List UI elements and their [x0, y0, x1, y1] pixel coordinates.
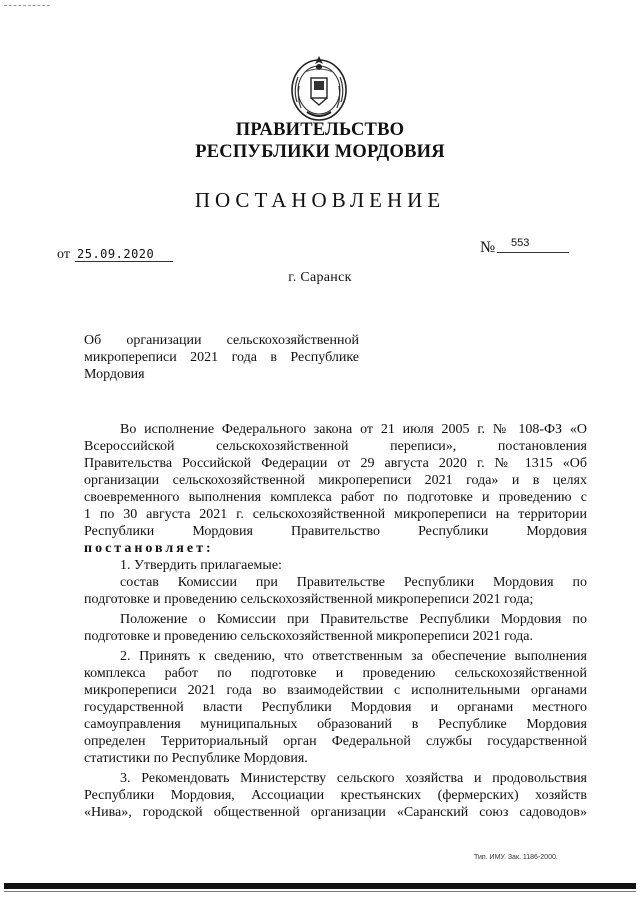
coat-of-arms-icon	[287, 50, 351, 124]
document-body	[84, 421, 587, 821]
print-code: Тип. ИМУ. Зак. 1186-2000.	[474, 854, 558, 861]
date-value: 25.09.2020	[75, 247, 173, 262]
body-line: состав Комиссии при Правительстве Республики Мордовия по	[120, 575, 587, 590]
body-line: самоуправления муниципальных образований в Республике Мордовия	[84, 717, 587, 732]
body-line: статистики по Республике Мордовия.	[84, 751, 308, 766]
body-line: 1 по 30 августа 2021 г. сельскохозяйственной микропереписи на территории	[84, 507, 587, 522]
body-line: Республики Мордовия, Ассоциации крестьянских (фермерских) хозяйств	[84, 788, 587, 803]
number-label: №	[480, 239, 496, 256]
body-line: 1. Утвердить прилагаемые:	[120, 558, 282, 573]
org-name-line2: РЕСПУБЛИКИ МОРДОВИЯ	[195, 142, 445, 162]
body-line: Республики Мордовия Правительство Республики Мордовия	[84, 524, 587, 539]
body-line: «Нива», городской общественной организации «Саранский союз садоводов»	[84, 805, 587, 820]
city-name: г. Саранск	[288, 270, 352, 285]
scan-bottom-line	[4, 891, 636, 892]
body-line: Всероссийской сельскохозяйственной переписи», постановления	[84, 439, 587, 454]
body-line: Во исполнение Федерального закона от 21 июля 2005 г. № 108-ФЗ «О	[120, 422, 587, 437]
scan-bottom-edge	[4, 883, 636, 889]
body-line: Положение о Комиссии при Правительстве Республики Мордовия по	[120, 612, 587, 627]
body-line: своевременного выполнения комплекса работ по подготовке и проведению с	[84, 490, 587, 505]
number-value: 553	[497, 236, 569, 253]
document-subject	[84, 332, 359, 383]
subject-line: Об организации сельскохозяйственной	[84, 333, 359, 348]
body-line: комплекса работ по подготовке и проведению сельскохозяйственной	[84, 666, 587, 681]
scan-edge-mark	[4, 5, 50, 6]
body-line: государственной власти Республики Мордовия и органами местного	[84, 700, 587, 715]
body-line: 3. Рекомендовать Министерству сельского хозяйства и продовольствия	[120, 771, 587, 786]
subject-line: Мордовия	[84, 367, 145, 382]
body-line: организации сельскохозяйственной микропереписи 2021 года» и в целях	[84, 473, 587, 488]
document-type-title: ПОСТАНОВЛЕНИЕ	[194, 188, 446, 212]
subject-line: микропереписи 2021 года в Республике	[84, 350, 359, 365]
body-line: подготовке и проведению сельскохозяйственной микропереписи 2021 года.	[84, 629, 533, 644]
date-label: от	[57, 247, 70, 262]
body-line: микропереписи 2021 года во взаимодействии с исполнительными органами	[84, 683, 587, 698]
org-name-line1: ПРАВИТЕЛЬСТВО	[235, 120, 405, 140]
body-line-decision: постановляет:	[84, 541, 214, 556]
body-line: подготовке и проведению сельскохозяйственной микропереписи 2021 года;	[84, 592, 534, 607]
body-line: Правительства Российской Федерации от 29 августа 2020 г. № 1315 «Об	[84, 456, 587, 471]
body-line: 2. Принять к сведению, что ответственным за обеспечение выполнения	[120, 649, 587, 664]
body-line: определен Территориальный орган Федеральной службы государственной	[84, 734, 587, 749]
